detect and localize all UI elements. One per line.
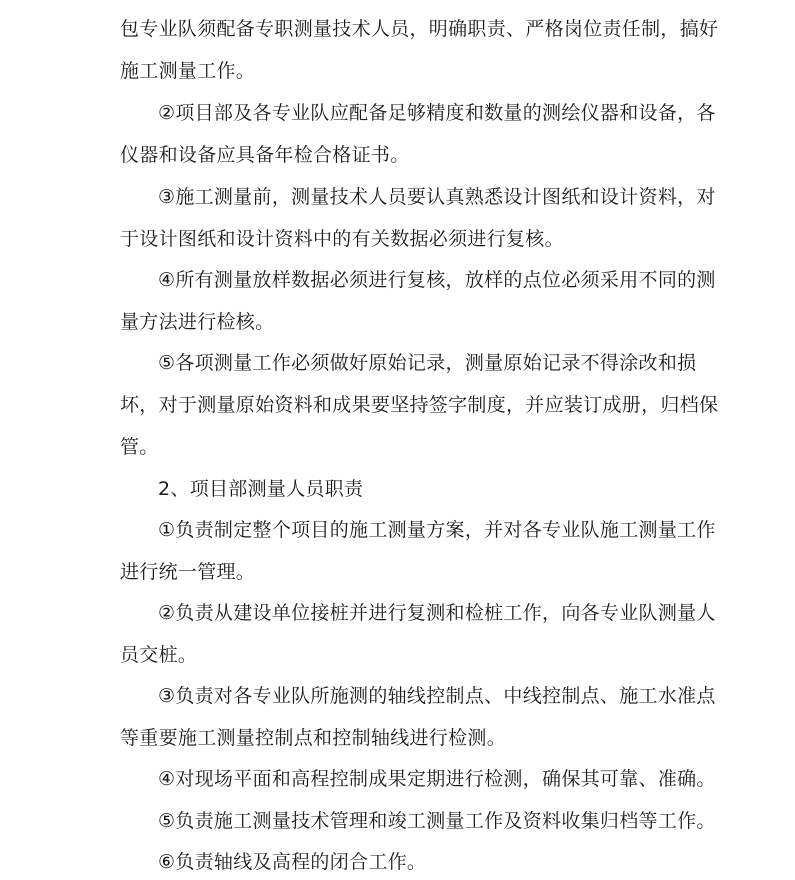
text-line-17: ③负责对各专业队所施测的轴线控制点、中线控制点、施工水准点 [158, 685, 716, 707]
text-line-4: 仪器和设备应具备年检合格证书。 [120, 144, 410, 166]
text-line-10: 坏，对于测量原始资料和成果要坚持签字制度，并应装订成册，归档保 [120, 394, 719, 416]
text-line-14: 进行统一管理。 [120, 561, 256, 583]
text-line-20: ⑤负责施工测量技术管理和竣工测量工作及资料收集归档等工作。 [158, 810, 716, 832]
text-line-5: ③施工测量前，测量技术人员要认真熟悉设计图纸和设计资料，对 [158, 186, 716, 208]
section-heading: 2、项目部测量人员职责 [158, 478, 364, 500]
text-line-21: ⑥负责轴线及高程的闭合工作。 [158, 851, 427, 873]
text-line-16: 员交桩。 [120, 644, 198, 666]
text-line-13: ①负责制定整个项目的施工测量方案，并对各专业队施工测量工作 [158, 519, 716, 541]
text-line-6: 于设计图纸和设计资料中的有关数据必须进行复核。 [120, 228, 564, 250]
text-line-15: ②负责从建设单位接桩并进行复测和检桩工作，向各专业队测量人 [158, 602, 716, 624]
text-line-7: ④所有测量放样数据必须进行复核，放样的点位必须采用不同的测 [158, 269, 716, 291]
text-line-2: 施工测量工作。 [120, 60, 256, 82]
text-line-1: 包专业队须配备专职测量技术人员，明确职责、严格岗位责任制，搞好 [120, 18, 719, 40]
text-line-11: 管。 [120, 436, 159, 458]
text-line-8: 量方法进行检核。 [120, 311, 275, 333]
text-line-18: 等重要施工测量控制点和控制轴线进行检测。 [120, 727, 507, 749]
text-line-19: ④对现场平面和高程控制成果定期进行检测，确保其可靠、准确。 [158, 768, 716, 790]
text-line-3: ②项目部及各专业队应配备足够精度和数量的测绘仪器和设备，各 [158, 102, 716, 124]
text-line-9: ⑤各项测量工作必须做好原始记录，测量原始记录不得涂改和损 [158, 352, 697, 374]
